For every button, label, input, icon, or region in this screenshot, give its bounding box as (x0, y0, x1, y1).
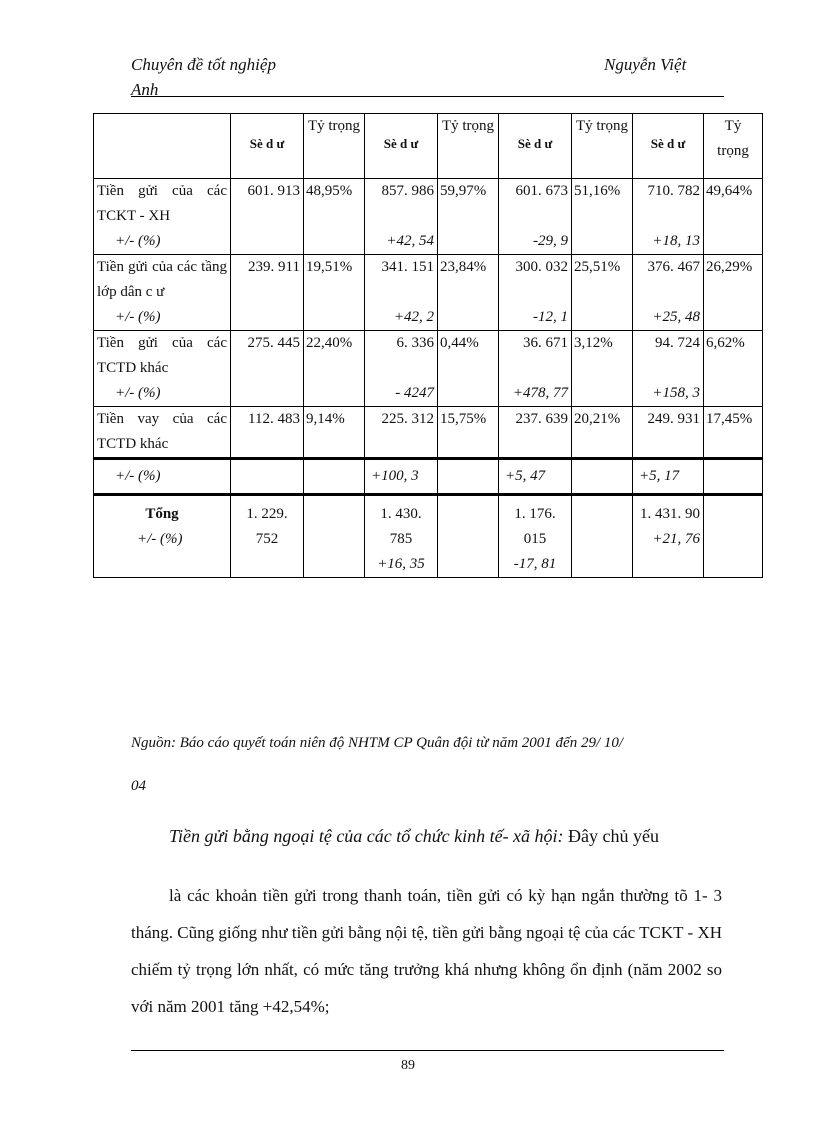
table-cell: 112. 483 (231, 407, 304, 459)
header-empty-cell (94, 114, 231, 179)
header-left-line2: Anh (131, 80, 159, 99)
table-cell (633, 179, 704, 255)
value: 376. 467 (647, 259, 700, 275)
table-cell: 239. 911 (231, 255, 304, 331)
table-cell (365, 331, 438, 407)
row-sub-label: +/- (%) (115, 309, 161, 325)
table-cell (633, 331, 704, 407)
value: 857. 986 (381, 183, 434, 199)
value: 015 (523, 531, 547, 547)
table-cell (304, 459, 365, 495)
table-cell: +5, 17 (633, 459, 704, 495)
table-header-row (94, 114, 763, 179)
body-paragraph (131, 877, 722, 1025)
table-cell (572, 495, 633, 578)
header-right: Nguyễn Việt (604, 55, 687, 74)
row-label-tckt (94, 179, 231, 255)
row-label-residents (94, 255, 231, 331)
table-cell (704, 459, 763, 495)
page-number: 89 (401, 1058, 415, 1073)
value: 6. 336 (396, 335, 434, 351)
table-cell: 23,84% (438, 255, 499, 331)
table-cell: 15,75% (438, 407, 499, 459)
header-divider (131, 96, 724, 97)
col-header-share-4: Tỷ trọng (704, 114, 763, 179)
table-cell (499, 179, 572, 255)
col-header-balance-1: Sè d ư (231, 114, 304, 179)
row-label-text: Tiền gửi của các tầng lớp dân c ư (97, 259, 227, 300)
table-cell (365, 255, 438, 331)
table-cell (633, 255, 704, 331)
table-row (94, 407, 763, 459)
table-cell: 49,64% (704, 179, 763, 255)
table-cell: 0,44% (438, 331, 499, 407)
table-cell: 17,45% (704, 407, 763, 459)
paragraph-heading (169, 826, 659, 847)
row-label-tctd-deposits (94, 331, 231, 407)
table-cell: 9,14% (304, 407, 365, 459)
table-cell: 26,29% (704, 255, 763, 331)
row-label-tctd-loans: Tiền vay của các TCTD khác (94, 407, 231, 459)
source-note-line2: 04 (131, 778, 146, 794)
table-cell: 275. 445 (231, 331, 304, 407)
table-row (94, 459, 763, 495)
value: 785 (389, 531, 413, 547)
row-label-total (94, 495, 231, 578)
table-cell: 20,21% (572, 407, 633, 459)
table-cell (572, 459, 633, 495)
deposit-table (93, 113, 763, 578)
change-value: +18, 13 (652, 233, 700, 249)
value: 1. 431. 90 (640, 506, 700, 522)
table-row (94, 255, 763, 331)
change-value: +21, 76 (652, 531, 700, 547)
table-row-total (94, 495, 763, 578)
table-cell: 237. 639 (499, 407, 572, 459)
change-value: +478, 77 (512, 385, 568, 401)
source-note: Nguồn: Báo cáo quyết toán niên độ NHTM CP Quân đội từ năm 2001 đến 29/ 10/ (131, 735, 624, 751)
value: 752 (255, 531, 279, 547)
table-cell: 3,12% (572, 331, 633, 407)
table-cell (438, 459, 499, 495)
table-cell (499, 255, 572, 331)
table-cell: 22,40% (304, 331, 365, 407)
value: 1. 229. (246, 506, 288, 522)
col-header-balance-3: Sè d ư (499, 114, 572, 179)
col-header-share-2: Tỷ trọng (438, 114, 499, 179)
change-value: -12, 1 (533, 309, 568, 325)
change-value: - 4247 (395, 385, 434, 401)
table-cell (231, 459, 304, 495)
row-sub-label: +/- (%) (137, 531, 183, 547)
value: 601. 673 (515, 183, 568, 199)
table-cell (438, 495, 499, 578)
table-cell: 51,16% (572, 179, 633, 255)
row-sub-label: +/- (%) (115, 385, 161, 401)
value: 94. 724 (655, 335, 700, 351)
table-cell (231, 495, 304, 578)
col-header-balance-4: Sè d ư (633, 114, 704, 179)
body-paragraph-text: là các khoản tiền gửi trong thanh toán, tiền gửi có kỳ hạn ngắn thường tõ 1- 3 tháng. Cũng giống như tiền gửi bằng nội tệ, tiền gửi bằng ngoại tệ của các TCKT - XH chiếm tỷ trọng lớn nhất, có mức tăng trưởng khá nhưng không ổn định (năm 2002 so với năm 2001 tăng +42,54%; (131, 886, 722, 1016)
table-cell: 601. 913 (231, 179, 304, 255)
table-cell: 249. 931 (633, 407, 704, 459)
table-cell: 59,97% (438, 179, 499, 255)
value: 1. 176. (514, 506, 556, 522)
table-cell (304, 495, 365, 578)
table-cell: +5, 47 (499, 459, 572, 495)
row-sub-label: +/- (%) (115, 233, 161, 249)
value: 36. 671 (523, 335, 568, 351)
col-header-share-3: Tỷ trọng (572, 114, 633, 179)
table-cell (499, 495, 572, 578)
header-left-line1: Chuyên đề tốt nghiệp (131, 55, 276, 74)
change-value: +25, 48 (652, 309, 700, 325)
col-header-share-1: Tỷ trọng (304, 114, 365, 179)
table-cell: 19,51% (304, 255, 365, 331)
value: 710. 782 (647, 183, 700, 199)
table-cell: 48,95% (304, 179, 365, 255)
change-value: -17, 81 (513, 556, 557, 572)
paragraph-heading-rest: Đây chủ yếu (563, 826, 660, 846)
value: 300. 032 (515, 259, 568, 275)
value: 341. 151 (381, 259, 434, 275)
table-cell (704, 495, 763, 578)
change-value: +42, 54 (386, 233, 434, 249)
change-value: +158, 3 (652, 385, 700, 401)
row-label-text: Tiền gửi của các TCTD khác (97, 335, 227, 376)
table-cell: 25,51% (572, 255, 633, 331)
footer-divider (131, 1050, 724, 1051)
table-cell: 225. 312 (365, 407, 438, 459)
table-cell (365, 179, 438, 255)
row-label-text: Tiền gửi của các TCKT - XH (97, 183, 227, 224)
header-left (131, 52, 276, 102)
table-row (94, 179, 763, 255)
total-label: Tổng (145, 506, 179, 522)
table-row (94, 331, 763, 407)
row-sub-label: +/- (%) (115, 468, 161, 484)
table-cell (499, 331, 572, 407)
value: 1. 430. (380, 506, 422, 522)
change-value: +42, 2 (393, 309, 434, 325)
change-value: +16, 35 (377, 556, 425, 572)
paragraph-heading-italic: Tiền gửi bằng ngoại tệ của các tổ chức kinh tế- xã hội: (169, 826, 564, 846)
change-value: -29, 9 (533, 233, 568, 249)
col-header-balance-2: Sè d ư (365, 114, 438, 179)
row-label-change (94, 459, 231, 495)
table-cell (365, 495, 438, 578)
table-cell: +100, 3 (365, 459, 438, 495)
table-cell (633, 495, 704, 578)
table-cell: 6,62% (704, 331, 763, 407)
